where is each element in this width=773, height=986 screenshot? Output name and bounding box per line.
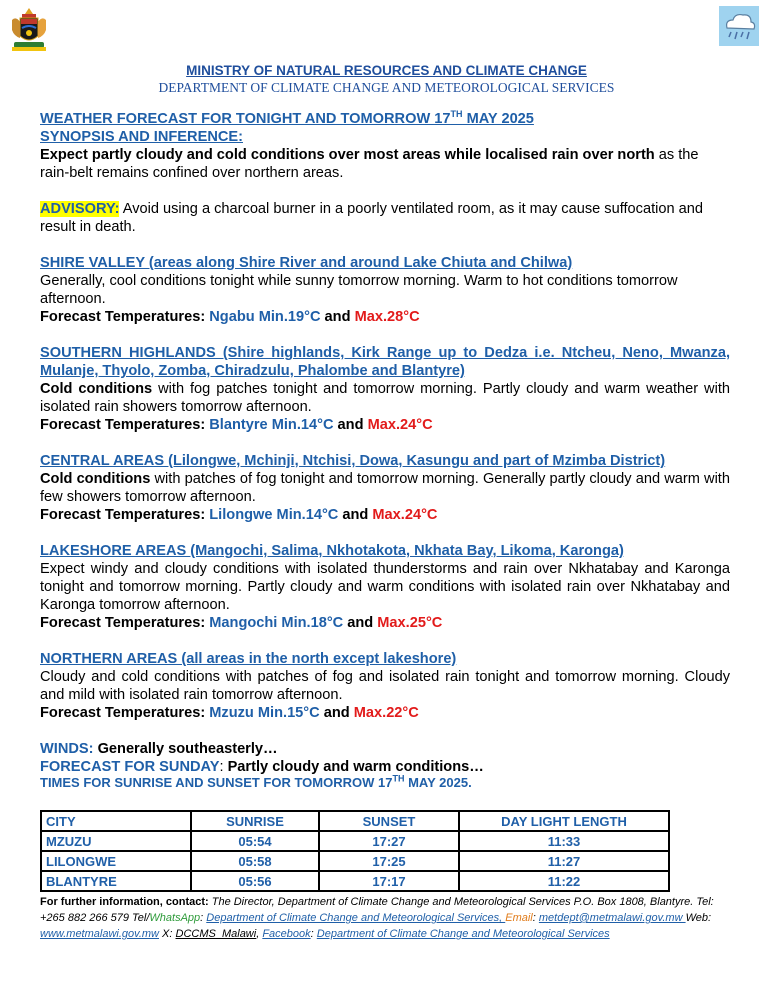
facebook-label[interactable]: Facebook: [262, 928, 311, 940]
region-text: Generally, cool conditions tonight while sunny tomorrow morning. Warm to hot conditions tomorrow afternoon.: [40, 273, 678, 307]
advisory: ADVISORY: Avoid using a charcoal burner in a poorly ventilated room, as it may cause suffocation and result in death.: [40, 201, 704, 235]
table-header-row: [41, 811, 669, 831]
column-header: SUNRISE: [191, 811, 319, 831]
facebook-link[interactable]: Department of Climate Change and Meteorological Services: [316, 928, 610, 940]
department-link[interactable]: Department of Climate Change and Meteorological Services,: [206, 912, 506, 924]
region-text: Expect windy and cloudy conditions with isolated thunderstorms and rain over Nkhatabay and Karonga tonight and tomorrow morning. Partly cloudy and warm conditions with isolated rain over Nkhatabay and Karonga tomorrow afternoon.: [40, 561, 730, 613]
forecast-temperatures: Forecast Temperatures: Lilongwe Min.14°C and Max.24°C: [40, 507, 438, 523]
forecast-temperatures: Forecast Temperatures: Mangochi Min.18°C and Max.25°C: [40, 615, 443, 631]
synopsis-heading: SYNOPSIS AND INFERENCE:: [40, 129, 243, 145]
table-cell: 17:25: [319, 851, 459, 871]
table-cell: 11:33: [459, 831, 669, 851]
whatsapp-label: WhatsApp: [149, 912, 201, 924]
table-cell: 17:27: [319, 831, 459, 851]
department-title: DEPARTMENT OF CLIMATE CHANGE AND METEOROLOGICAL SERVICES: [158, 80, 615, 95]
winds: WINDS: Generally southeasterly…: [40, 741, 278, 757]
forecast-body: [40, 110, 730, 790]
forecast-temperatures: Forecast Temperatures: Ngabu Min.19°C and Max.28°C: [40, 309, 420, 325]
table-row: [41, 851, 669, 871]
table-row: [41, 831, 669, 851]
region-text: Cloudy and cold conditions with patches of fog and isolated rain tonight and tomorrow morning. Cloudy and mild with isolated rain tomorrow afternoon.: [40, 669, 730, 703]
table-cell: 17:17: [319, 871, 459, 891]
region-heading: SOUTHERN HIGHLANDS (Shire highlands, Kirk Range up to Dedza i.e. Ntcheu, Neno, Mwanza, Mulanje, Thyolo, Zomba, Chiradzulu, Phalombe and Blantyre): [40, 345, 730, 379]
table-cell: 05:54: [191, 831, 319, 851]
sunday-forecast: FORECAST FOR SUNDAY: Partly cloudy and warm conditions…: [40, 759, 484, 775]
footer-lead: For further information, contact:: [40, 896, 209, 908]
table-cell: MZUZU: [41, 831, 191, 851]
table-cell: 05:56: [191, 871, 319, 891]
column-header: DAY LIGHT LENGTH: [459, 811, 669, 831]
region-heading: LAKESHORE AREAS (Mangochi, Salima, Nkhotakota, Nkhata Bay, Likoma, Karonga): [40, 543, 624, 559]
x-handle-link[interactable]: DCCMS_Malawi: [175, 928, 257, 940]
website-link[interactable]: www.metmalawi.gov.mw: [40, 928, 159, 940]
sun-times-table: [40, 810, 670, 892]
times-heading: TIMES FOR SUNRISE AND SUNSET FOR TOMORROW 17TH MAY 2025.: [40, 773, 472, 790]
forecast-title: WEATHER FORECAST FOR TONIGHT AND TOMORROW 17TH MAY 2025: [40, 109, 534, 127]
ministry-title: MINISTRY OF NATURAL RESOURCES AND CLIMATE CHANGE: [186, 63, 587, 78]
contact-footer: For further information, contact: The Director, Department of Climate Change and Meteorological Services P.O. Box 1808, Blantyre. Tel: +265 882 266 579 Tel/WhatsApp: Department of Climate Change and Meteorological Services, Email: metdept@metmalawi.gov.mw Web: www.metmalawi.gov.mw X: DCCMS_Malawi, Facebook: Department of Climate Change and Meteorological Services: [40, 896, 714, 940]
region-shire-valley: [40, 254, 730, 326]
region-heading: SHIRE VALLEY (areas along Shire River and around Lake Chiuta and Chilwa): [40, 255, 573, 271]
coat-of-arms-logo: [8, 6, 50, 52]
table-cell: 11:22: [459, 871, 669, 891]
region-text: Cold conditions with fog patches tonight and tomorrow morning. Partly cloudy and warm weather with isolated rain showers tomorrow afternoon.: [40, 381, 730, 415]
region-lakeshore-areas: [40, 542, 730, 632]
rain-cloud-logo: [719, 6, 759, 46]
table-cell: BLANTYRE: [41, 871, 191, 891]
region-southern-highlands: [40, 344, 730, 434]
advisory-label: ADVISORY:: [40, 201, 120, 217]
table-row: [41, 871, 669, 891]
forecast-temperatures: Forecast Temperatures: Blantyre Min.14°C and Max.24°C: [40, 417, 433, 433]
table-cell: 05:58: [191, 851, 319, 871]
table-cell: LILONGWE: [41, 851, 191, 871]
email-link[interactable]: metdept@metmalawi.gov.mw: [538, 912, 686, 924]
forecast-temperatures: Forecast Temperatures: Mzuzu Min.15°C and Max.22°C: [40, 705, 419, 721]
column-header: CITY: [41, 811, 191, 831]
table-cell: 11:27: [459, 851, 669, 871]
region-text: Cold conditions with patches of fog tonight and tomorrow morning. Generally partly cloudy and warm with few showers tomorrow afternoon.: [40, 471, 730, 505]
column-header: SUNSET: [319, 811, 459, 831]
region-heading: CENTRAL AREAS (Lilongwe, Mchinji, Ntchisi, Dowa, Kasungu and part of Mzimba District): [40, 453, 666, 469]
region-central-areas: [40, 452, 730, 524]
synopsis-text: Expect partly cloudy and cold conditions over most areas while localised rain over north as the rain-belt remains confined over northern areas.: [40, 147, 699, 181]
region-northern-areas: [40, 650, 730, 722]
region-heading: NORTHERN AREAS (all areas in the north except lakeshore): [40, 651, 457, 667]
email-label: Email: [505, 912, 533, 924]
